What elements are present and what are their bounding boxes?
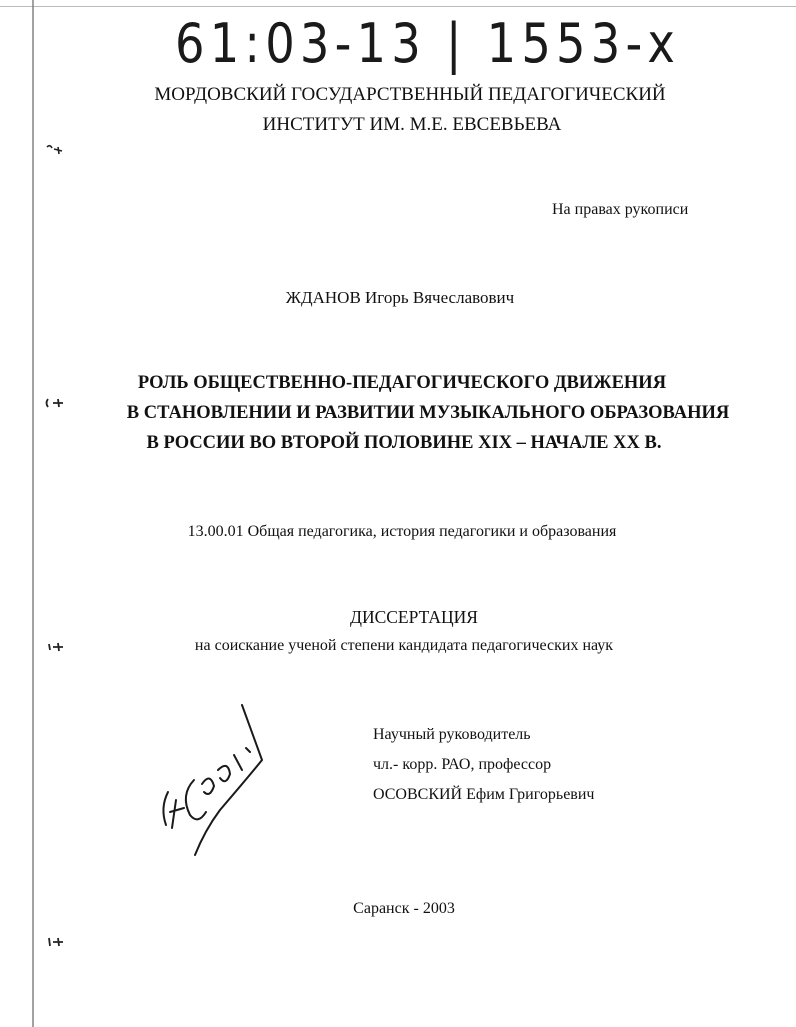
- handwritten-signature-icon: [150, 700, 300, 870]
- title-line-3: В РОССИИ ВО ВТОРОЙ ПОЛОВИНЕ XIX – НАЧАЛЕ XX В.: [146, 433, 662, 453]
- specialty-code: 13.00.01 Общая педагогика, история педагогики и образования: [187, 523, 617, 540]
- degree-statement: на соискание ученой степени кандидата педагогических наук: [194, 637, 614, 654]
- scan-margin-mark-icon: [44, 935, 68, 949]
- handwritten-catalog-code: 61:03-13 | 1553-x: [175, 12, 681, 75]
- institution-line-1: МОРДОВСКИЙ ГОСУДАРСТВЕННЫЙ ПЕДАГОГИЧЕСКИЙ: [154, 84, 666, 105]
- document-type: ДИССЕРТАЦИЯ: [350, 607, 478, 627]
- left-margin-rule: [32, 0, 34, 1027]
- author-name: ЖДАНОВ Игорь Вячеславович: [285, 288, 515, 307]
- scan-margin-mark-icon: [44, 396, 68, 410]
- title-line-1: РОЛЬ ОБЩЕСТВЕННО-ПЕДАГОГИЧЕСКОГО ДВИЖЕНИЯ: [137, 373, 667, 393]
- supervisor-name: ОСОВСКИЙ Ефим Григорьевич: [373, 786, 595, 803]
- supervisor-label: Научный руководитель: [373, 726, 531, 743]
- scan-margin-mark-icon: [44, 640, 68, 654]
- place-and-year: Саранск - 2003: [353, 900, 455, 917]
- rights-note: На правах рукописи: [552, 201, 689, 218]
- scan-margin-mark-icon: [44, 143, 68, 157]
- title-line-2: В СТАНОВЛЕНИИ И РАЗВИТИИ МУЗЫКАЛЬНОГО ОБРАЗОВАНИЯ: [126, 403, 730, 423]
- supervisor-rank: чл.- корр. РАО, профессор: [373, 756, 552, 773]
- institution-line-2: ИНСТИТУТ ИМ. М.Е. ЕВСЕВЬЕВА: [262, 114, 562, 135]
